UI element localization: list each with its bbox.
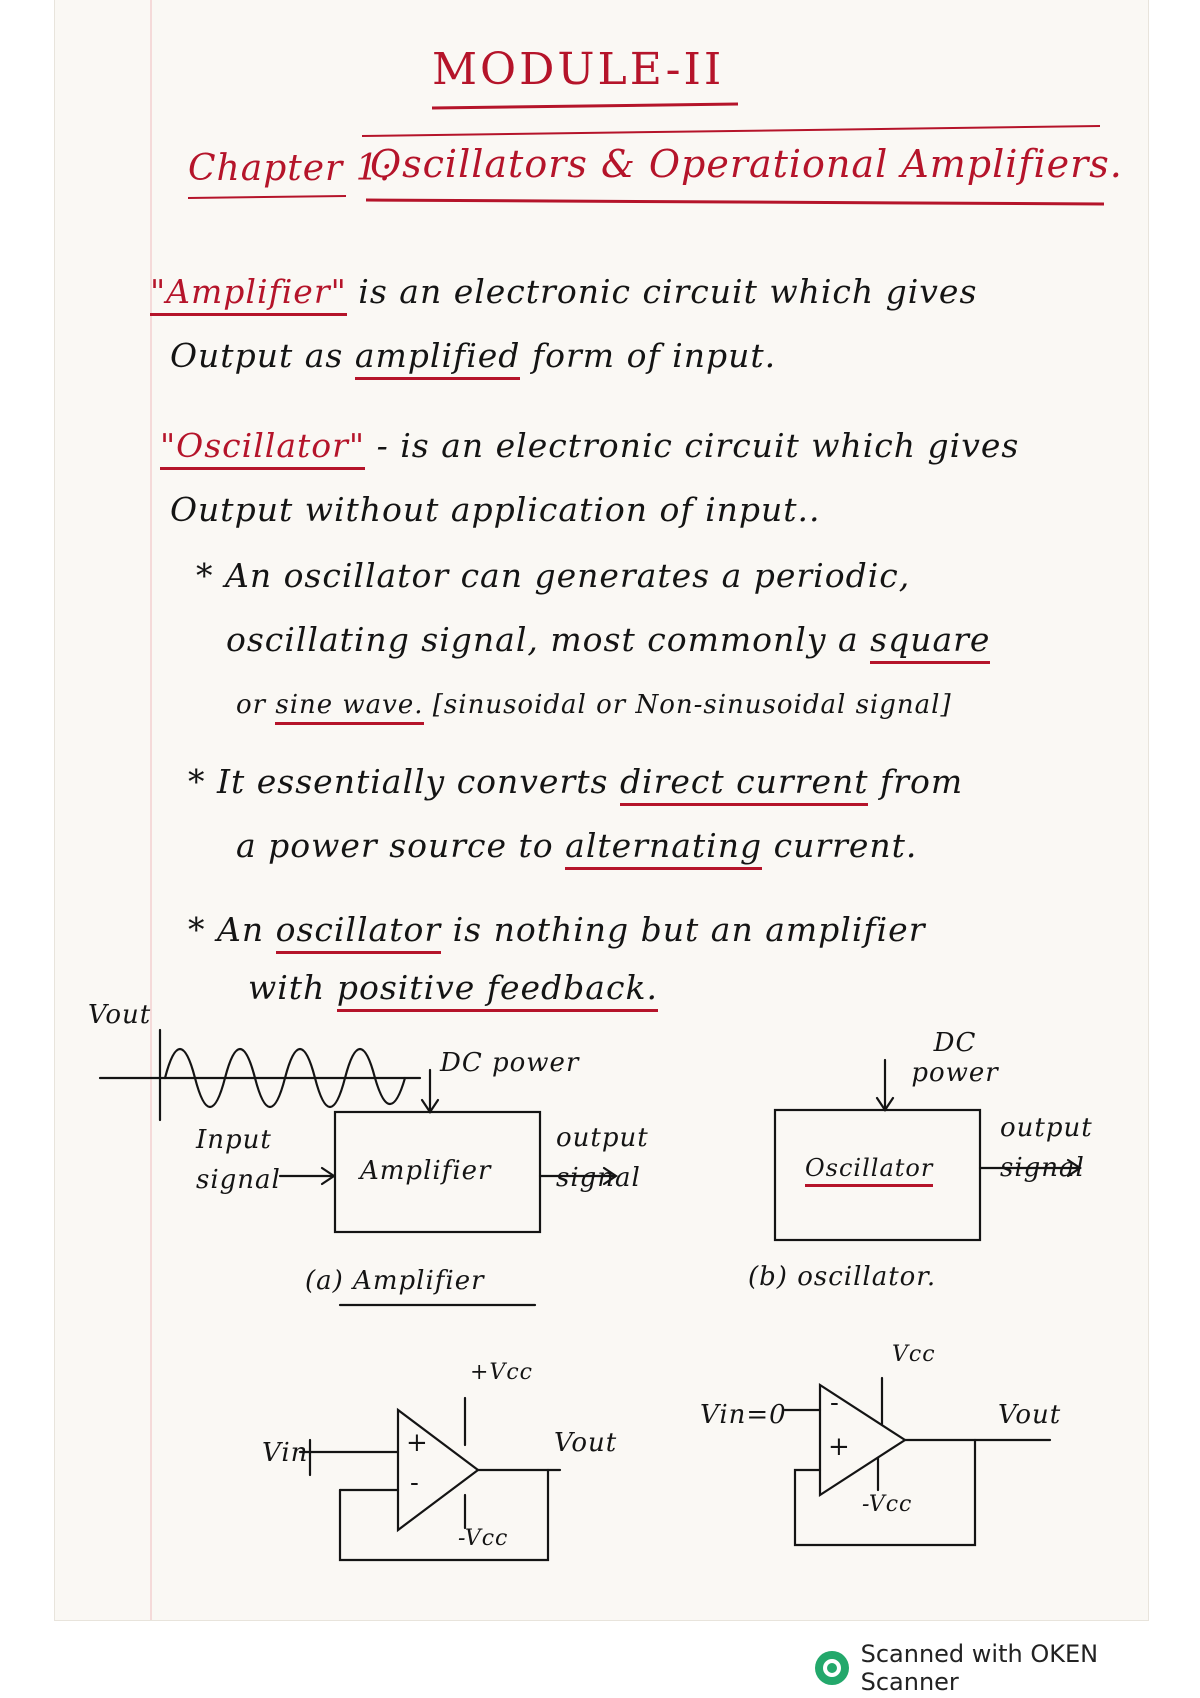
- text-output-as: Output as: [170, 336, 344, 375]
- bullet1-line1: * An oscillator can generates a periodic,: [196, 556, 911, 595]
- amplifier-term: "Amplifier": [150, 272, 347, 316]
- amplified-word: amplified: [355, 336, 521, 380]
- page-title: MODULE-II: [432, 44, 725, 95]
- oscillator-definition-line2: Output without application of input..: [170, 490, 821, 529]
- text-it-converts: * It essentially converts: [188, 762, 609, 801]
- scanner-text: Scanned with OKEN Scanner: [860, 1640, 1099, 1696]
- opamp-a-minus: -: [410, 1468, 420, 1498]
- text-current: current.: [773, 826, 918, 865]
- oscillator-term: "Oscillator": [160, 426, 365, 470]
- chapter-title: Oscillators & Operational Amplifiers.: [370, 142, 1123, 186]
- dc-power-label-a: DC power: [440, 1048, 580, 1078]
- opamp-b-vcc-pos: Vcc: [892, 1342, 936, 1367]
- output-signal-label-b: output signal: [1000, 1113, 1093, 1183]
- opamp-a-plus: +: [406, 1428, 429, 1458]
- opamp-b-vout: Vout: [998, 1400, 1062, 1430]
- signal-types-note: [sinusoidal or Non-sinusoidal signal]: [432, 690, 952, 720]
- opamp-b-vcc-neg: -Vcc: [862, 1492, 913, 1517]
- text-power-source: a power source to: [236, 826, 554, 865]
- caption-b: (b) oscillator.: [748, 1262, 937, 1292]
- text-an: * An: [188, 910, 265, 949]
- opamp-a-feedback-loop: [340, 1470, 548, 1560]
- output-signal-label-a: output signal: [556, 1123, 649, 1193]
- text-or: or: [236, 690, 267, 720]
- opamp-a-vcc-pos: +Vcc: [470, 1360, 533, 1385]
- vout-label-a: Vout: [88, 1000, 152, 1030]
- text-form-of-input: form of input.: [531, 336, 777, 375]
- caption-a: (a) Amplifier: [305, 1266, 485, 1296]
- direct-current-word: direct current: [620, 762, 869, 806]
- oscillator-word: oscillator: [276, 910, 442, 954]
- sine-wave-word: sine wave.: [275, 690, 423, 725]
- text-from: from: [879, 762, 964, 801]
- opamp-b-minus: -: [830, 1388, 840, 1418]
- scanner-watermark: [815, 1640, 1200, 1696]
- chapter-label: Chapter 1:: [188, 148, 393, 189]
- opamp-a-vin: Vin: [262, 1438, 309, 1468]
- text-oscillating-signal: oscillating signal, most commonly a: [226, 620, 859, 659]
- text-nothing-but-amplifier: is nothing but an amplifier: [452, 910, 926, 949]
- text-with: with: [248, 968, 326, 1007]
- opamp-a-vcc-neg: -Vcc: [458, 1526, 509, 1551]
- amplifier-box-label: Amplifier: [360, 1156, 492, 1186]
- input-signal-label: Input signal: [196, 1125, 281, 1195]
- alternating-word: alternating: [565, 826, 762, 870]
- oscillator-definition-rest: - is an electronic circuit which gives: [376, 426, 1020, 465]
- oken-logo-icon: [815, 1651, 849, 1685]
- opamp-b-vin: Vin=0: [700, 1400, 787, 1430]
- dc-power-label-b: DC power: [911, 1028, 999, 1088]
- positive-feedback-word: positive feedback.: [337, 968, 658, 1012]
- square-word: square: [870, 620, 990, 664]
- opamp-b-plus: +: [828, 1432, 851, 1462]
- oscillator-box-label: Oscillator: [805, 1154, 933, 1187]
- opamp-a-vout: Vout: [554, 1428, 618, 1458]
- amplifier-definition-rest: is an electronic circuit which gives: [358, 272, 978, 311]
